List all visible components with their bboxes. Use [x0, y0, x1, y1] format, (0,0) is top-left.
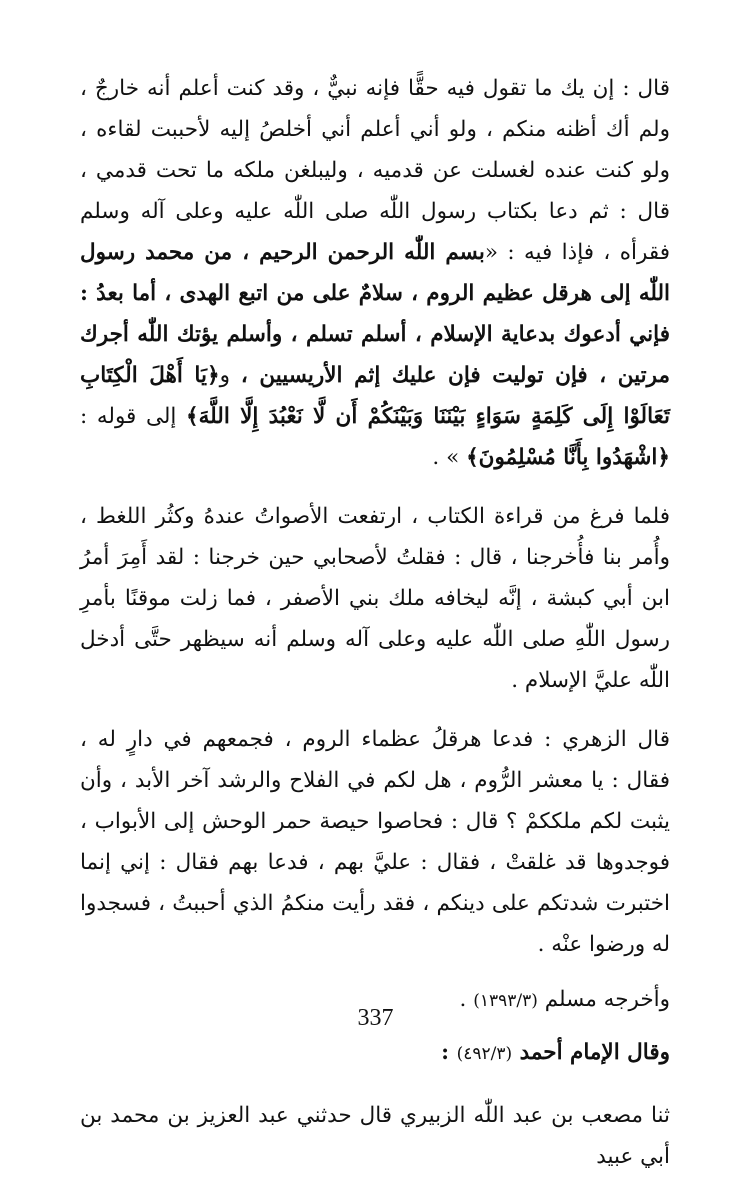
paragraph-zuhri: قال الزهري : فدعا هرقلُ عظماء الروم ، فجمعهم في دارٍ له ، فقال : يا معشر الرُّوم ، هل لكم في الفلاح والرشد آخر الأبد ، وأن يثبت لكم ملككمْ ؟ قال : فحاصوا حيصة حمر الوحش إلى الأبواب ، فوجدوها قد غلقتْ ، فقال : عليَّ بهم ، فدعا بهم فقال : إني إنما اختبرت شدتكم على دينكم ، فقد رأيت منكمُ الذي أحببتُ ، فسجدوا له ورضوا عنْه . [80, 727, 670, 957]
paragraph-letter [80, 68, 670, 478]
heading-end: : [441, 1040, 457, 1065]
text-segment: » . [432, 445, 467, 470]
chain-of-narration: ثنا مصعب بن عبد اللّٰه الزبيري قال حدثني عبد العزيز بن محمد بن أبي عبيد [80, 1103, 670, 1169]
quran-verse: ﴿اشْهَدُوا بِأَنَّا مُسْلِمُونَ﴾ [466, 445, 670, 470]
page-number: 337 [357, 1005, 394, 1031]
letter-bold-text: بسم اللّٰه الرحمن الرحيم ، من محمد رسول اللّٰه إلى هرقل عظيم الروم ، سلامٌ على من اتبع الهدى ، أما بعدُ : فإني أدعوك بدعاية الإسلام ، أسلم تسلم ، وأسلم يؤتك اللّٰه أجرك مرتين ، فإن توليت فإن عليك إثم الأريسيين ، [80, 240, 670, 388]
source-reference: (١٣٩٣/٣) [473, 991, 538, 1011]
heading-reference: (٤٩٢/٣) [456, 1044, 513, 1064]
heading-ahmad [80, 1032, 670, 1075]
text-segment: قال : إن يك ما تقول فيه حقًّا فإنه نبيٌّ ، وقد كنت أعلم أنه خارجٌ ، ولم أك أظنه منكم ، ولو أني أعلم أني أخلصُ إليه لأحببت لقاءه ، ولو كنت عنده لغسلت عن قدميه ، وليبلغن ملكه ما تحت قدمي ، قال : ثم دعا بكتاب رسول اللّٰه صلى اللّٰه عليه وعلى آله وسلم فقرأه ، فإذا فيه : « [80, 76, 670, 265]
paragraph-after-reading: فلما فرغ من قراءة الكتاب ، ارتفعت الأصواتُ عندهُ وكثُر اللغط ، وأُمر بنا فأُخرجنا ، قال : فقلتُ لأصحابي حين خرجنا : لقد أَمِرَ أمرُ ابن أبي كبشة ، إنَّه ليخافه ملك بني الأصفر ، فما زلت موقنًا بأمرِ رسول اللّٰهِ صلى اللّٰه عليه وعلى آله وسلم أنه سيظهر حتَّى أدخل اللّٰه عليَّ الإسلام . [80, 504, 670, 693]
source-text: وأخرجه مسلم [537, 987, 670, 1012]
source-end: . [459, 987, 474, 1012]
quran-verse: ﴿يَا أَهْلَ الْكِتَابِ تَعَالَوْا إِلَى كَلِمَةٍ سَوَاءٍ بَيْنَنَا وَبَيْنَكُمْ أَن لَّا نَعْبُدَ إِلَّا اللَّهَ﴾ [80, 363, 671, 429]
heading-text: وقال الإمام أحمد [512, 1040, 670, 1065]
text-segment: و [219, 363, 241, 388]
text-segment: إلى قوله : [80, 404, 187, 429]
